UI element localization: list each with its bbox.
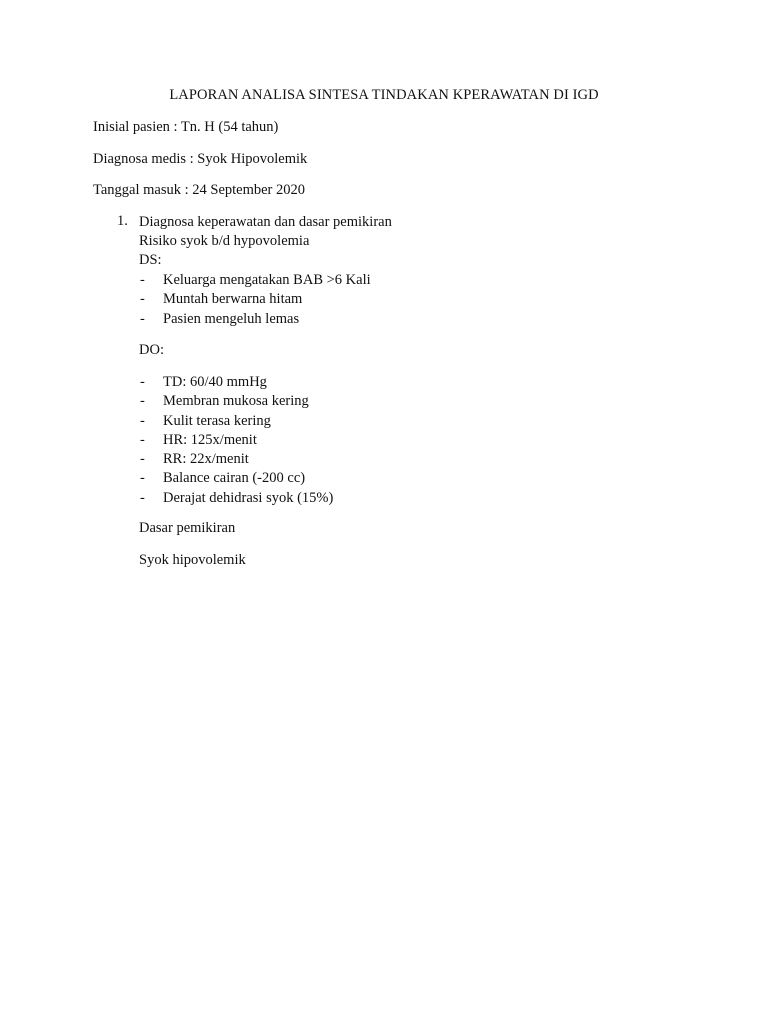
bullet-dash: -	[140, 470, 145, 487]
do-item: RR: 22x/menit	[163, 451, 249, 468]
bullet-dash: -	[140, 393, 145, 410]
rationale-value: Syok hipovolemik	[139, 552, 246, 568]
list-item	[139, 431, 333, 450]
list-item	[139, 469, 333, 488]
do-item: Balance cairan (-200 cc)	[163, 470, 306, 487]
do-item: Derajat dehidrasi syok (15%)	[163, 489, 334, 506]
do-item: Membran mukosa kering	[163, 393, 309, 410]
document-title: LAPORAN ANALISA SINTESA TINDAKAN KPERAWATAN DI IGD	[169, 87, 599, 103]
list-item	[139, 373, 333, 392]
rationale-label: Dasar pemikiran	[139, 520, 236, 536]
ds-item: Pasien mengeluh lemas	[163, 310, 300, 327]
do-item: HR: 125x/menit	[163, 431, 257, 448]
list-item	[139, 412, 333, 431]
bullet-dash: -	[140, 272, 145, 288]
ds-item: Muntah berwarna hitam	[163, 291, 303, 308]
section-heading: Diagnosa keperawatan dan dasar pemikiran	[139, 214, 392, 230]
bullet-dash: -	[140, 431, 145, 448]
bullet-dash: -	[140, 489, 145, 506]
patient-initial: Inisial pasien : Tn. H (54 tahun)	[93, 119, 279, 135]
list-item	[139, 310, 371, 329]
bullet-dash: -	[140, 451, 145, 468]
bullet-dash: -	[140, 374, 145, 390]
list-item	[139, 489, 333, 508]
ds-list	[139, 271, 371, 329]
bullet-dash: -	[140, 291, 145, 308]
list-item	[139, 290, 371, 309]
admission-date: Tanggal masuk : 24 September 2020	[93, 182, 306, 198]
do-item: Kulit terasa kering	[163, 412, 271, 429]
medical-diagnosis: Diagnosa medis : Syok Hipovolemik	[93, 151, 308, 167]
ds-item: Keluarga mengatakan BAB >6 Kali	[163, 272, 371, 288]
list-item	[139, 392, 333, 411]
section-number-label: 1.	[117, 213, 128, 229]
ds-label: DS:	[139, 252, 162, 268]
nursing-diagnosis: Risiko syok b/d hypovolemia	[139, 233, 310, 249]
list-item	[139, 450, 333, 469]
do-list	[139, 373, 333, 508]
bullet-dash: -	[140, 412, 145, 429]
list-item	[139, 271, 371, 290]
do-label: DO:	[139, 342, 164, 358]
bullet-dash: -	[140, 310, 145, 327]
do-item: TD: 60/40 mmHg	[163, 374, 267, 390]
